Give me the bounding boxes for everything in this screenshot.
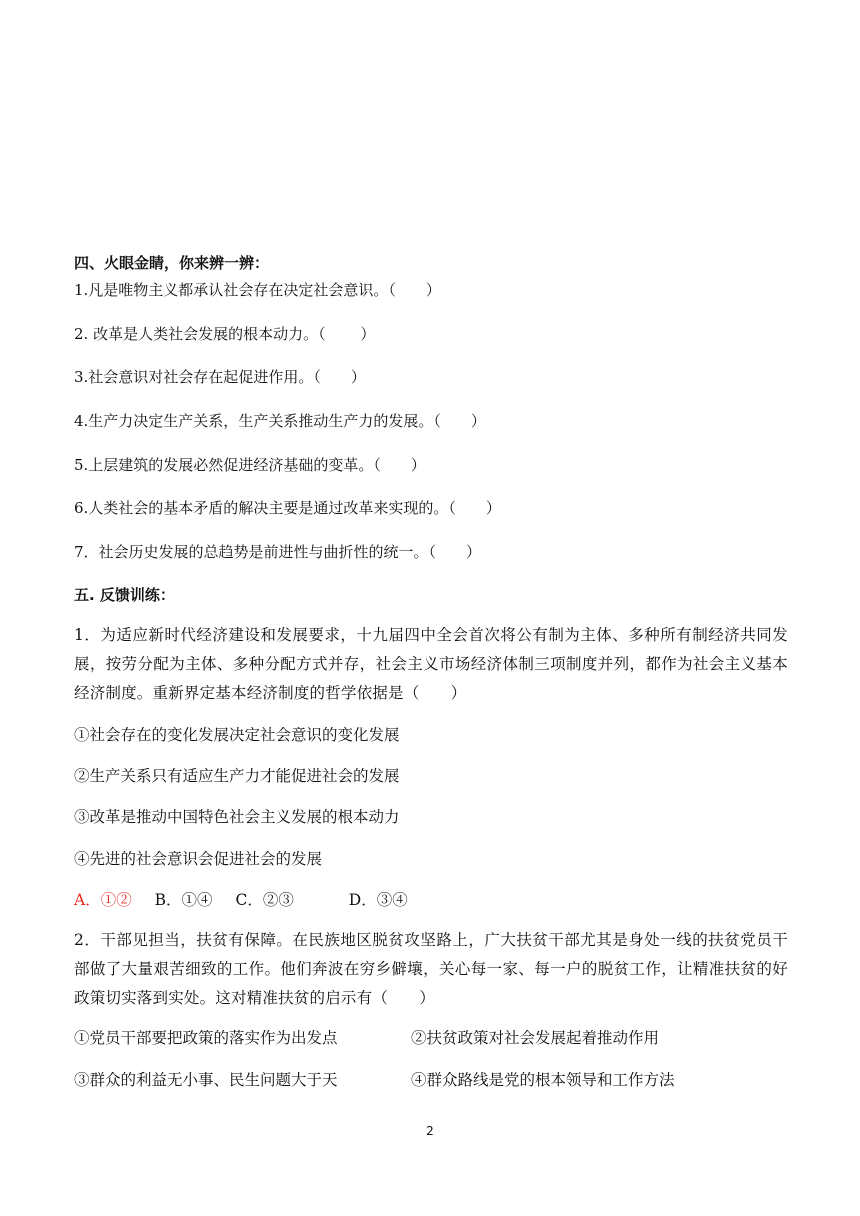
choice-c: C．②③ (235, 891, 294, 909)
question-2-stem: 2．干部见担当，扶贫有保障。在民族地区脱贫攻坚路上，广大扶贫干部尤其是身处一线的扶贫党员干部做了大量艰苦细致的工作。他们奔波在穷乡僻壤，关心每一家、每一户的脱贫工作，让精准扶贫的好政策切实落到实处。这对精准扶贫的启示有（ ） (74, 931, 788, 1007)
choice-a-answer: A．①② (74, 891, 132, 909)
question-1-option-1: ①社会存在的变化发展决定社会意识的变化发展 (74, 726, 400, 744)
true-false-item-2: 2. 改革是人类社会发展的根本动力。（ ） (74, 325, 376, 343)
page-number: 2 (426, 1124, 434, 1138)
true-false-item-7: 7．社会历史发展的总趋势是前进性与曲折性的统一。（ ） (74, 543, 482, 561)
question-1-option-4: ④先进的社会意识会促进社会的发展 (74, 850, 323, 868)
section-five-heading: 五. 反馈训练： (74, 586, 175, 604)
true-false-item-5: 5.上层建筑的发展必然促进经济基础的变革。（ ） (74, 456, 426, 474)
question-1-choices (74, 888, 426, 910)
question-2-option-2: ②扶贫政策对社会发展起着推动作用 (411, 1029, 660, 1047)
true-false-item-4: 4.生产力决定生产关系，生产关系推动生产力的发展。（ ） (74, 412, 486, 430)
question-2-option-3: ③群众的利益无小事、民生问题大于天 (74, 1071, 338, 1089)
choice-b: B．①④ (154, 891, 213, 909)
question-1-stem: 1．为适应新时代经济建设和发展要求，十九届四中全会首次将公有制为主体、多种所有制经济共同发展，按劳分配为主体、多种分配方式并存，社会主义市场经济体制三项制度并列，都作为社会主义基本经济制度。重新界定基本经济制度的哲学依据是（ ） (74, 626, 788, 702)
section-four-heading: 四、火眼金睛，你来辨一辨： (74, 254, 270, 272)
true-false-item-3: 3.社会意识对社会存在起促进作用。（ ） (74, 368, 366, 386)
choice-d: D．③④ (348, 891, 408, 909)
true-false-item-6: 6.人类社会的基本矛盾的解决主要是通过改革来实现的。（ ） (74, 499, 501, 517)
true-false-item-1: 1.凡是唯物主义都承认社会存在决定社会意识。（ ） (74, 281, 441, 299)
question-2-option-4: ④群众路线是党的根本领导和工作方法 (411, 1071, 675, 1089)
question-1-option-3: ③改革是推动中国特色社会主义发展的根本动力 (74, 808, 400, 826)
question-2-option-1: ①党员干部要把政策的落实作为出发点 (74, 1029, 338, 1047)
question-1-option-2: ②生产关系只有适应生产力才能促进社会的发展 (74, 767, 400, 785)
